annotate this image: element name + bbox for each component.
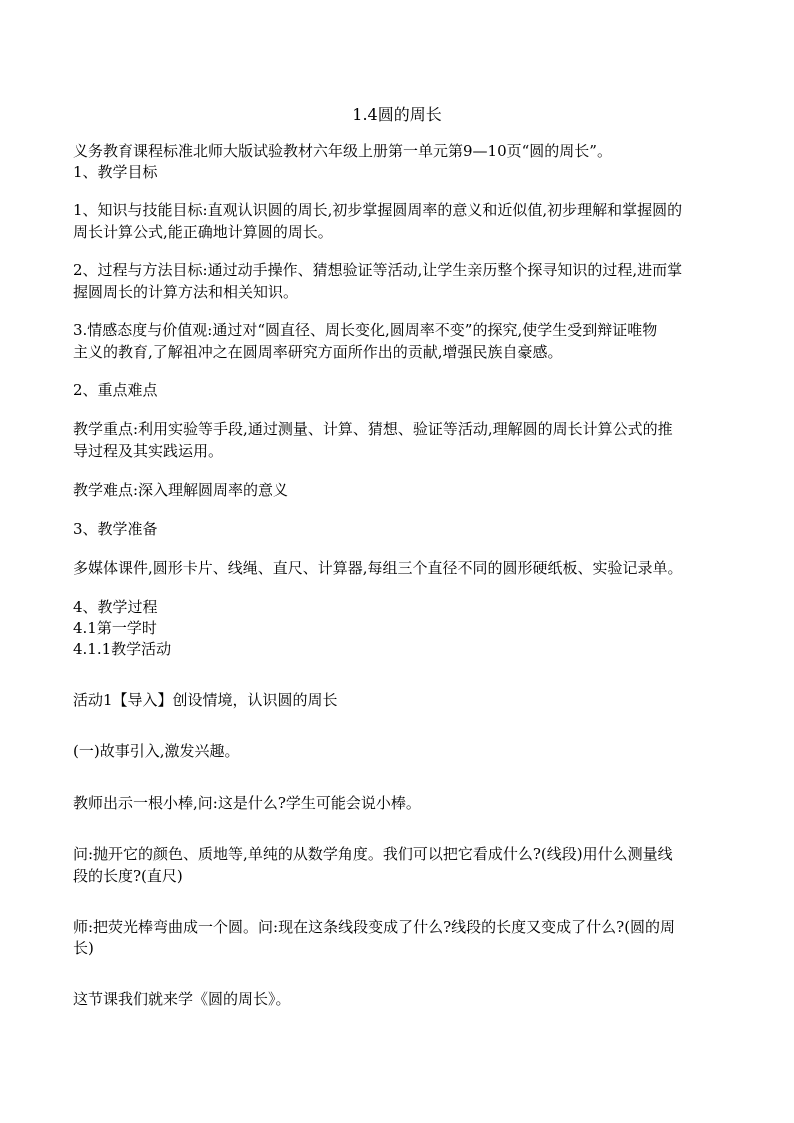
intro-line: 义务教育课程标准北师大版试验教材六年级上册第一单元第9—10页“圆的周长”。 (73, 142, 612, 160)
section-heading-process: 4、教学过程 (73, 598, 158, 616)
paragraph-line: 教师出示一根小棒,问:这是什么?学生可能会说小棒。 (73, 794, 421, 812)
subsection-heading: 4.1.1教学活动 (73, 640, 172, 658)
paragraph-line: 3.情感态度与价值观:通过对“圆直径、周长变化,圆周率不变”的探究,使学生受到辩证唯物 (73, 321, 658, 339)
activity-heading: 活动1【导入】创设情境，认识圆的周长 (73, 691, 338, 709)
paragraph-line: 这节课我们就来学《圆的周长》。 (73, 990, 291, 1008)
paragraph-line: 主义的教育,了解祖冲之在圆周率研究方面所作出的贡献,增强民族自豪感。 (73, 343, 563, 361)
subsection-heading: 4.1第一学时 (73, 619, 157, 637)
paragraph-line: 教学重点:利用实验等手段,通过测量、计算、猜想、验证等活动,理解圆的周长计算公式的推 (73, 420, 673, 438)
section-heading-preparation: 3、教学准备 (73, 520, 158, 538)
paragraph-line: 长) (73, 939, 94, 957)
paragraph-line: 周长计算公式,能正确地计算圆的周长。 (73, 223, 333, 241)
paragraph-line: 多媒体课件,圆形卡片、线绳、直尺、计算器,每组三个直径不同的圆形硬纸板、实验记录单。 (73, 559, 683, 577)
paragraph-line: 握圆周长的计算方法和相关知识。 (73, 283, 299, 301)
paragraph-line: 导过程及其实践运用。 (73, 442, 224, 460)
paragraph-line: 2、过程与方法目标:通过动手操作、猜想验证等活动,让学生亲历整个探寻知识的过程,进而掌 (73, 261, 683, 279)
section-heading-objectives: 1、教学目标 (73, 163, 158, 181)
paragraph-line: 师:把荧光棒弯曲成一个圆。问:现在这条线段变成了什么?线段的长度又变成了什么?(圆的周 (73, 918, 676, 936)
document-title: 1.4圆的周长 (352, 105, 442, 124)
paragraph-line: 教学难点:深入理解圆周率的意义 (73, 481, 289, 499)
paragraph-line: 1、知识与技能目标:直观认识圆的周长,初步掌握圆周率的意义和近似值,初步理解和掌握圆的 (73, 201, 683, 219)
paragraph-line: 问:抛开它的颜色、质地等,单纯的从数学角度。我们可以把它看成什么?(线段)用什么测量线 (73, 845, 673, 863)
section-heading-key-points: 2、重点难点 (73, 381, 158, 399)
paragraph-line: (一)故事引入,激发兴趣。 (73, 742, 240, 760)
paragraph-line: 段的长度?(直尺) (73, 867, 183, 885)
